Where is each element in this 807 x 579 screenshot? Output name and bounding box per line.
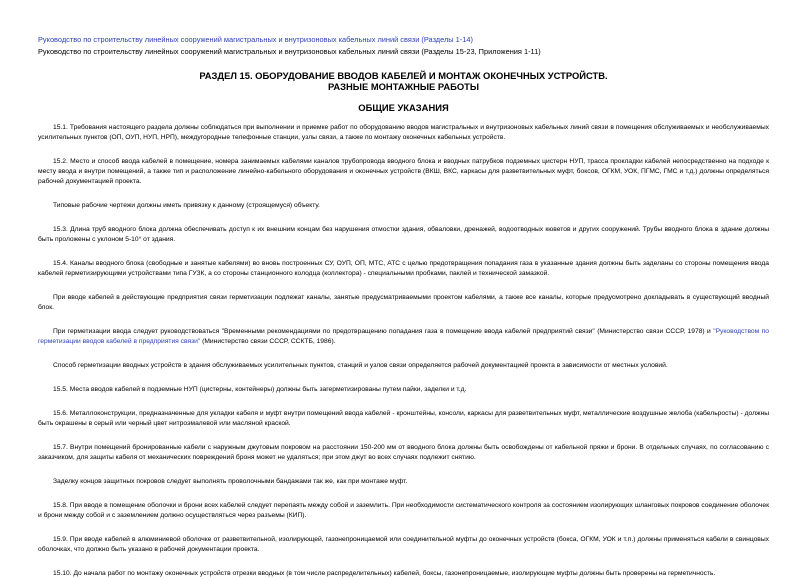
section-title-line-1: РАЗДЕЛ 15. ОБОРУДОВАНИЕ ВВОДОВ КАБЕЛЕЙ И МОНТАЖ ОКОНЕЧНЫХ УСТРОЙСТВ. — [199, 70, 608, 81]
sealing-guide-link[interactable]: "Руководством по герметизации вводов кабелей в предприятия связи" — [38, 328, 770, 345]
paragraph-sealing-guidance — [38, 327, 769, 347]
paragraph-typical-drawings: Типовые рабочие чертежи должны иметь привязку к данному (строящемуся) объекту. — [53, 202, 320, 209]
document-links — [38, 34, 769, 58]
paragraph-cover-ends: Заделку концов защитных покровов следует выполнять проволочными бандажами так же, как при монтаже муфт. — [53, 478, 408, 485]
section-title — [38, 70, 769, 92]
paragraph-sealing-text-before: При герметизации ввода следует руководствоваться "Временными рекомендациями по предотвращению попадания газа в помещение ввода кабелей предприятий связи" (Министерство связи СССР, 1978) и — [53, 328, 714, 335]
paragraph-existing-enterprises: При вводе кабелей в действующие предприятия связи герметизации подлежат каналы, занятые предусматриваемыми проектом кабелями, а также все каналы, которые предусмотрено докладывать в существующий вводный блок. — [38, 294, 769, 311]
link-sections-15-23[interactable]: Руководство по строительству линейных сооружений магистральных и внутризоновых кабельных линий связи (Разделы 15-23, Приложения 1-11) — [38, 47, 541, 56]
paragraph-15-1: 15.1. Требования настоящего раздела должны соблюдаться при выполнении и приемке работ по оборудованию вводов магистральных и внутризоновых кабельных линий связи в помещения обслуживаемых и необслуживаемых усилительных пунктов (ОП, ОУП, НУП, НРП), междугородные телефонные станции, узлы связи, а также по монтажу оконечных кабельных устройств. — [38, 124, 769, 141]
paragraph-15-7: 15.7. Внутри помещений бронированные кабели с наружным джутовым покровом на расстоянии 150-200 мм от вводного блока должны быть освобождены от кабельной пряжи и брони. В отдельных случаях, по согласованию с заказчиком, для защиты кабеля от механических повреждений броня может не удаляться; при этом джут во всех случаях подлежит снятию. — [38, 444, 769, 461]
paragraph-15-6: 15.6. Металлоконструкции, предназначенные для укладки кабеля и муфт внутри помещений ввода кабелей - кронштейны, консоли, каркасы для разветвительных муфт, металлические воздушные желоба (кабельросты) - должны быть окрашены в серый или черный цвет нитроэмалевой или масляной краской. — [38, 410, 769, 427]
paragraph-15-5: 15.5. Места вводов кабелей в подземные НУП (цистерны, контейнеры) должны быть загерметизированы путем пайки, заделки и т.д. — [53, 386, 467, 393]
paragraph-15-3: 15.3. Длина труб вводного блока должна обеспечивать доступ к их внешним концам без нарушения отмостки здания, обваловки, дренажей, водоотводных кюветов и других сооружений. Трубы вводного блока в здание должны быть проложены с уклоном 5-10° от здания. — [38, 226, 769, 243]
section-title-line-2: РАЗНЫЕ МОНТАЖНЫЕ РАБОТЫ — [327, 81, 480, 92]
paragraph-15-10: 15.10. До начала работ по монтажу оконечных устройств отрезки вводных (в том числе распределительных) кабелей, боксы, газонепроницаемые, изолирующие муфты должны быть проверены на герметичность. — [53, 570, 716, 577]
paragraph-15-9: 15.9. При вводе кабелей в алюминиевой оболочке от разветвительной, изолирующей, газонепроницаемой или соединительной муфты до оконечных устройств (бокса, ОГКМ, УОК и т.п.) должны применяться кабели в свинцовых оболочках, что должно быть указано в рабочей документации проекта. — [38, 536, 769, 553]
link-sections-1-14[interactable]: Руководство по строительству линейных сооружений магистральных и внутризоновых кабельных линий связи (Разделы 1-14) — [38, 35, 473, 44]
paragraph-sealing-text-after: (Министерство связи СССР, ССКТБ, 1986). — [200, 338, 336, 345]
paragraph-15-8: 15.8. При вводе в помещение оболочки и брони всех кабелей следует перепаять между собой и заземлить. При необходимости систематического контроля за состоянием изолирующих шланговых покровов соединение оболочек и брони между собой и с заземлением должно осуществляться через разъемы (КИП). — [38, 502, 769, 519]
paragraph-15-2: 15.2. Место и способ ввода кабелей в помещение, номера занимаемых кабелями каналов трубопровода вводного блока и вводных патрубков подземных цистерн НУП, трасса прокладки кабелей непосредственно на подходе к месту ввода и внутри помещений, а также тип и расположение линейно-кабельного оборудования и оконечных устройств (ВКШ, ВКС, каркасы для разветвительных муфт, боксов, ОГКМ, УОК, ПГМС, ГМС и т.д.) должны определяться рабочей документацией проекта. — [38, 158, 769, 185]
paragraph-15-4: 15.4. Каналы вводного блока (свободные и занятые кабелями) во вновь построенных СУ, ОУП, ОП, МТС, АТС с целью предотвращения попадания газа в указанные здания должны быть заделаны со стороны помещения ввода кабелей герметизирующими устройствами типа ГУЗК, а со стороны станционного колодца (коллектора) - специальными пробками, паклей и технической замазкой. — [38, 260, 769, 277]
paragraph-sealing-method: Способ герметизации вводных устройств в здания обслуживаемых усилительных пунктов, станций и узлов связи определяется рабочей документацией проекта в зависимости от местных условий. — [53, 362, 668, 369]
section-subtitle: ОБЩИЕ УКАЗАНИЯ — [358, 102, 449, 113]
